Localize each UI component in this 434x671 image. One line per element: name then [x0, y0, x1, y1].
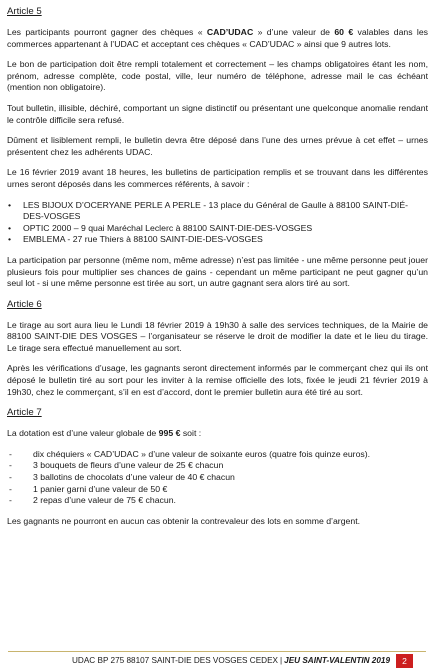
article-5-paragraph-prizes: Les participants pourront gagner des chèques « CAD’UDAC » d’une valeur de 60 € valables dans les commerces appartenant à l’UDAC et acceptant ces chèques « CAD’UDAC » ainsi que 9 autres lots.: [7, 27, 429, 49]
list-item: • LES BIJOUX D’OCERYANE PERLE A PERLE - 13 place du Général de Gaulle à 88100 SAINT-DIÉ-DES-VOSGES: [7, 200, 428, 223]
article-6-paragraph-winners: Après les vérifications d’usage, les gagnants seront directement informés par le commerçant chez qui ils ont déposé le bulletin tiré au sort pour les inviter à la remise officielle des lots, fixée le jeudi 21 février 2019 à 19h30, chez le commerçant, s’il en est d’accord, dont le premier bulletin aura été tiré au sort.: [7, 363, 428, 397]
article-6-heading: Article 6: [7, 298, 42, 310]
footer-event-title: JEU SAINT-VALENTIN 2019: [284, 656, 390, 665]
list-item: - 3 ballotins de chocolats d’une valeur de 40 € chacun: [7, 472, 428, 484]
article-5-heading: Article 5: [7, 6, 42, 17]
article-7-paragraph-total: La dotation est d’une valeur globale de 995 € soit :: [7, 428, 202, 439]
list-item: • EMBLEMA - 27 rue Thiers à 88100 SAINT-DIE-DES-VOSGES: [7, 234, 428, 246]
page-number-badge: 2: [396, 654, 413, 668]
footer-address: UDAC BP 275 88107 SAINT-DIE DES VOSGES CEDEX: [72, 656, 278, 665]
lots-list: [7, 449, 428, 507]
footer-divider: [8, 651, 426, 652]
article-6-paragraph-draw: Le tirage au sort aura lieu le Lundi 18 février 2019 à 19h30 à salle des services techniques, de la Mairie de 88100 SAINT-DIE DES VOSGES – l’organisateur se réserve le droit de modifier la date et le lieu du tirage. Le tirage sera effectué manuellement au sort.: [7, 319, 428, 353]
page-footer: [0, 651, 434, 671]
list-item: • OPTIC 2000 – 9 quai Maréchal Leclerc à 88100 SAINT-DIE-DES-VOSGES: [7, 223, 428, 235]
document-page: [7, 6, 428, 536]
article-5-paragraph-deposit: Le 16 février 2019 avant 18 heures, les bulletins de participation remplis et se trouvant dans les différentes urnes seront déposés dans les commerces référents, à savoir :: [7, 167, 428, 189]
article-5-paragraph-urns: Dûment et lisiblement rempli, le bulletin devra être déposé dans l’une des urnes prévue à cet effet – urnes présentent chez les adhérents UDAC.: [7, 135, 428, 157]
footer-text: [72, 656, 390, 666]
footer-separator: |: [280, 656, 283, 665]
article-5-paragraph-participation: La participation par personne (même nom, même adresse) n’est pas limitée - une même personne peut jouer plusieurs fois pour multiplier ses chances de gains - cependant un même participant ne peut gagner qu’un seul lot - si une même personne est tirée au sort, un autre gagnant sera alors tiré au sort.: [7, 254, 428, 289]
shop-list: [7, 200, 428, 246]
article-5-paragraph-form: Le bon de participation doit être rempli totalement et correctement – les champs obligatoires étant les nom, prénom, adresse complète, code postal, ville, leur numéro de téléphone, adresse mail le cas échéant (mention non obligatoire).: [7, 59, 428, 93]
list-item: - 1 panier garni d’une valeur de 50 €: [7, 484, 428, 496]
article-7-paragraph-cash: Les gagnants ne pourront en aucun cas obtenir la contrevaleur des lots en somme d’argent.: [7, 515, 361, 526]
list-item: - dix chéquiers « CAD’UDAC » d’une valeur de soixante euros (quatre fois quinze euros).: [7, 449, 428, 461]
article-5-paragraph-refusal: Tout bulletin, illisible, déchiré, comportant un signe distinctif ou présentant une quelconque anomalie rendant le contrôle difficile sera refusé.: [7, 102, 428, 125]
article-7-heading: Article 7: [7, 407, 42, 419]
list-item: - 3 bouquets de fleurs d’une valeur de 25 € chacun: [7, 460, 428, 472]
list-item: - 2 repas d’une valeur de 75 € chacun.: [7, 495, 428, 507]
